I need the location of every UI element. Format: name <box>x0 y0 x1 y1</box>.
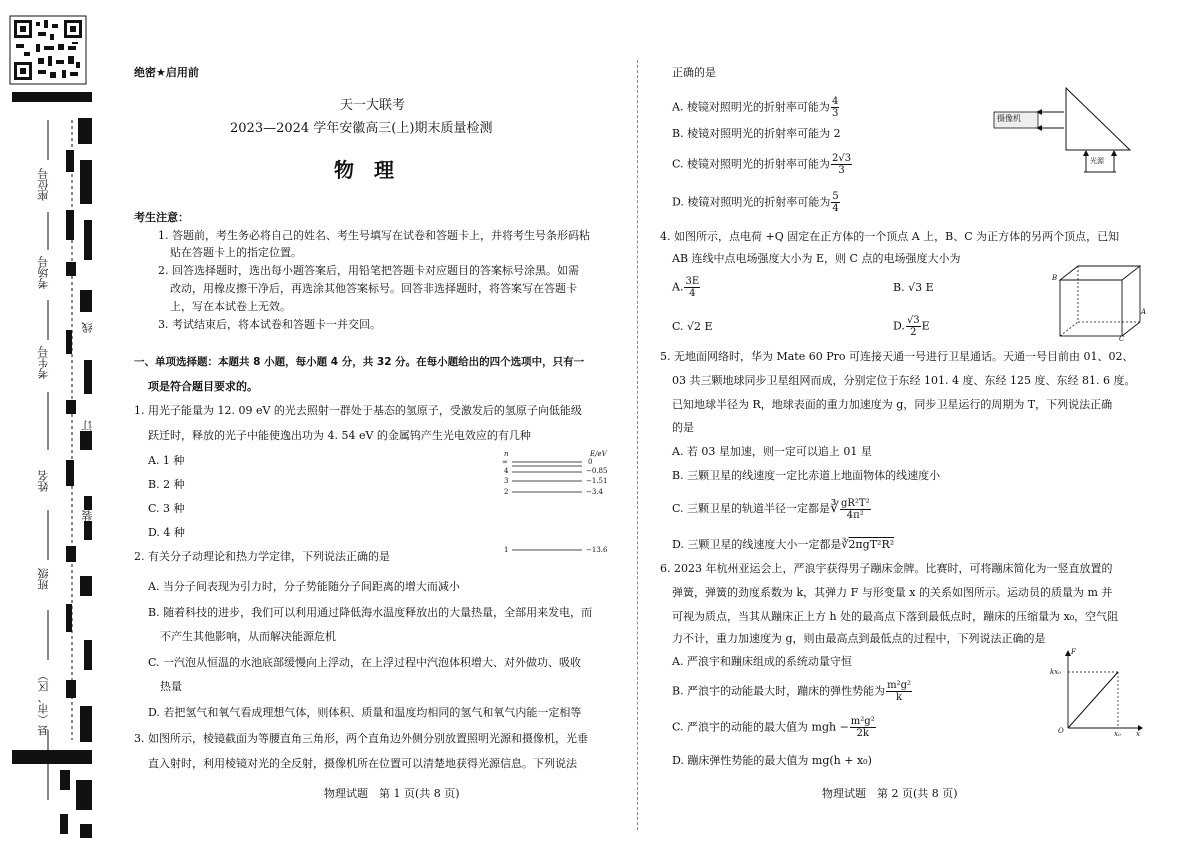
q6-option-c-den: 2k <box>856 728 869 739</box>
class-label: 班级 <box>37 568 50 590</box>
q1-option-c: C. 3 种 <box>148 502 185 515</box>
q2-stem: 2. 有关分子动理论和热力学定律，下列说法正确的是 <box>134 550 390 563</box>
q2-option-b: B. 随着科技的进步，我们可以利用通过降低海水温度释放出的大量热量，全部用来发电，而 <box>148 606 593 619</box>
q5-option-d <box>672 538 894 552</box>
q3-option-d <box>672 191 841 214</box>
q1-option-d: D. 4 种 <box>148 526 185 539</box>
q3-option-d-fraction <box>831 191 839 214</box>
barcode-bars <box>60 150 92 838</box>
level-1: 1 <box>504 546 509 554</box>
energy-1: −13.6 <box>586 546 608 554</box>
q4-option-a-num: 3E <box>685 276 700 287</box>
q1-stem: 1. 用光子能量为 12. 09 eV 的光去照射一群处于基态的氢原子，受激发后的氢原子向低能级 <box>134 404 582 417</box>
level-4: 4 <box>504 467 509 475</box>
graph-x0-label: x₀ <box>1114 730 1121 738</box>
q4-option-d-fraction <box>906 315 921 338</box>
q3-stem-cont: 正确的是 <box>672 66 716 79</box>
q6-option-b-text: B. 严浪宇的动能最大时，蹦床的弹性势能为 <box>672 684 886 698</box>
q6-option-c-num: m²g² <box>850 716 875 727</box>
q5-option-b: B. 三颗卫星的线速度一定比赤道上地面物体的线速度小 <box>672 469 941 482</box>
graph-kx0-label: kx₀ <box>1050 668 1061 676</box>
exam-title: 2023—2024 学年安徽高三(上)期末质量检测 <box>230 121 493 136</box>
q2-option-c: C. 一汽泡从恒温的水池底部缓慢向上浮动，在上浮过程中汽泡体积增大、对外做功、吸收 <box>148 656 582 669</box>
cube-label-c: C <box>1119 335 1125 343</box>
q6-option-b-fraction <box>886 680 912 703</box>
prism-shape <box>990 84 1140 180</box>
q4-option-d-suffix: E <box>921 319 930 333</box>
q6-option-d: D. 蹦床弹性势能的最大值为 mg(h + x₀) <box>672 754 872 767</box>
energy-axis-label: E/eV <box>590 450 607 458</box>
cube-shape <box>1050 262 1146 344</box>
level-2: 2 <box>504 488 509 496</box>
q3-option-a-text: A. 棱镜对照明光的折射率可能为 <box>672 100 830 114</box>
section1-heading: 一、单项选择题：本题共 8 小题，每小题 4 分，共 32 分。在每小题给出的四个选项中，只有一 <box>134 356 585 368</box>
cube-diagram <box>1050 262 1146 344</box>
cube-label-a: A <box>1141 308 1147 316</box>
q2-option-c-2: 热量 <box>160 680 182 693</box>
q3-option-c-text: C. 棱镜对照明光的折射率可能为 <box>672 157 831 171</box>
force-deformation-graph <box>1050 648 1145 740</box>
binding-staple-label: 订 <box>81 420 94 431</box>
q5-stem: 5. 无地面网络时，华为 Mate 60 Pro 可连接天通一号进行卫星通话。天通一号目前由 01、02、 <box>660 350 1134 363</box>
county-label: 县（市、区） <box>37 670 50 736</box>
name-label: 姓名 <box>37 470 50 492</box>
q1-option-a: A. 1 种 <box>148 454 185 467</box>
q4-stem-2: AB 连线中点电场强度大小为 E，则 C 点的电场强度大小为 <box>672 252 961 265</box>
level-inf: ∞ <box>502 458 508 466</box>
prism-diagram <box>990 84 1140 180</box>
subject-title: 物 理 <box>334 158 394 182</box>
level-3: 3 <box>504 477 509 485</box>
note-1b: 贴在答题卡上的指定位置。 <box>170 246 302 259</box>
q3-stem: 3. 如图所示，棱镜截面为等腰直角三角形，两个直角边外侧分别放置照明光源和摄像机，光垂 <box>134 732 588 745</box>
q3-option-d-num: 5 <box>832 191 839 202</box>
page-divider <box>637 60 638 830</box>
page-2-footer: 物理试题 第 2 页(共 8 页) <box>822 787 958 800</box>
note-2: 2. 回答选择题时，选出每小题答案后，用铅笔把答题卡对应题目的答案标号涂黑。如需 <box>158 264 579 277</box>
secret-mark: 绝密★启用前 <box>134 66 199 79</box>
q5-stem-2: 03 共三颗地球同步卫星组网而成，分别定位于东经 101. 4 度、东经 125 度、东经 81. 6 度。 <box>672 374 1136 387</box>
q4-option-d-den: 2 <box>910 327 917 338</box>
q6-stem-3: 可视为质点，当其从蹦床正上方 h 处的最高点下落到最低点时，蹦床的压缩量为 x₀，空气阻 <box>672 610 1119 623</box>
q3-option-d-den: 4 <box>832 203 839 214</box>
q5-option-c-fraction <box>840 498 871 521</box>
q5-option-d-text: D. 三颗卫星的线速度大小一定都是 <box>672 538 842 551</box>
note-2c: 上，写在本试卷上无效。 <box>170 300 291 313</box>
q6-option-b-den: k <box>896 692 903 703</box>
q5-option-c-den: 4π² <box>846 509 864 521</box>
q5-stem-4: 的是 <box>672 421 694 434</box>
q3-option-c <box>672 153 853 176</box>
binding-line-label: 线 <box>81 322 94 333</box>
energy-3: −1.51 <box>586 477 608 485</box>
q4-option-b: B. √3 E <box>893 281 934 294</box>
energy-4: −0.85 <box>586 467 608 475</box>
q3-option-c-den: 3 <box>838 165 845 176</box>
q5-option-a: A. 若 03 星加速，则一定可以追上 01 星 <box>672 445 872 458</box>
q2-option-d: D. 若把氢气和氧气看成理想气体，则体积、质量和温度均相同的氢气和氧气内能一定相等 <box>148 706 582 719</box>
binding-strip <box>0 0 100 848</box>
q3-option-a-num: 4 <box>831 96 839 107</box>
q1-stem-2: 跃迁时，释放的光子中能使逸出功为 4. 54 eV 的金属钨产生光电效应的有几种 <box>148 429 531 442</box>
seat-number-label: 座位号 <box>37 168 50 201</box>
cube-label-b: B <box>1052 274 1058 282</box>
q4-option-d-prefix: D. <box>893 319 905 333</box>
camera-label: 摄像机 <box>997 114 1021 123</box>
q6-option-c <box>672 716 877 739</box>
q5-option-c-text: C. 三颗卫星的轨道半径一定都是 <box>672 502 831 515</box>
q2-option-b-2: 不产生其他影响，从而解决能源危机 <box>160 630 336 643</box>
force-graph-axes <box>1050 648 1145 740</box>
note-3: 3. 考试结束后，将本试卷和答题卡一并交回。 <box>158 318 381 331</box>
note-2b: 改动，用橡皮擦干净后，再选涂其他答案标号。回答非选择题时，将答案写在答题卡 <box>170 282 577 295</box>
q3-option-d-text: D. 棱镜对照明光的折射率可能为 <box>672 195 831 209</box>
q2-option-a: A. 当分子间表现为引力时，分子势能随分子间距离的增大而减小 <box>148 580 460 593</box>
q4-option-a-den: 4 <box>689 288 696 299</box>
q6-stem-2: 弹簧，弹簧的劲度系数为 k，其弹力 F 与形变量 x 的关系如图所示。运动员的质量为 m 并 <box>672 586 1113 599</box>
q6-stem: 6. 2023 年杭州亚运会上，严浪宇获得男子蹦床金牌。比赛时，可将蹦床简化为一竖直放置的 <box>660 562 1113 575</box>
q6-option-b <box>672 680 913 703</box>
energy-0: 0 <box>588 458 593 466</box>
q3-option-c-num: 2√3 <box>832 153 852 164</box>
qr-code <box>10 16 86 84</box>
q5-option-c-num: gR²T² <box>840 497 870 509</box>
exam-org: 天一大联考 <box>340 98 406 113</box>
q6-option-c-text: C. 严浪宇的动能的最大值为 mgh − <box>672 720 849 734</box>
q5-option-c <box>672 496 872 521</box>
q5-option-d-expr: 2πgT²R² <box>848 538 895 551</box>
q3-option-a-den: 3 <box>831 108 839 119</box>
section1-heading-2: 项是符合题目要求的。 <box>148 380 258 393</box>
q5-stem-3: 已知地球半径为 R，地球表面的重力加速度为 g，同步卫星运行的周期为 T，下列说法正确 <box>672 398 1113 411</box>
q4-option-a-prefix: A. <box>672 280 684 294</box>
q3-option-b: B. 棱镜对照明光的折射率可能为 2 <box>672 127 841 140</box>
q6-option-b-num: m²g² <box>887 680 911 691</box>
n-axis-label: n <box>504 450 509 458</box>
q3-option-c-fraction <box>831 153 852 176</box>
graph-x-label: x <box>1136 730 1140 738</box>
graph-f-label: F <box>1071 648 1076 656</box>
q3-option-a <box>672 96 840 119</box>
q4-option-a <box>672 276 701 299</box>
q4-stem: 4. 如图所示，点电荷 +Q 固定在正方体的一个顶点 A 上，B、C 为正方体的另两个顶点，已知 <box>660 230 1120 243</box>
radical-sign-icon: ∛ <box>830 500 839 516</box>
binding-bind-label: 装 <box>81 510 94 521</box>
notes-title: 考生注意： <box>134 211 189 224</box>
graph-origin-label: O <box>1058 727 1064 735</box>
q3-option-a-fraction <box>831 96 839 119</box>
energy-2: −3.4 <box>586 488 603 496</box>
energy-level-diagram <box>500 450 620 560</box>
note-1: 1. 答题前，考生务必将自己的姓名、考生号填写在试卷和答题卡上，并将考生号条形码粘 <box>158 229 590 242</box>
q6-option-c-fraction <box>850 716 876 739</box>
light-source-label: 光源 <box>1090 157 1104 165</box>
q4-option-d-num: √3 <box>906 315 920 326</box>
q4-option-a-fraction <box>684 276 700 299</box>
cube-root-icon: ∛ <box>841 538 849 551</box>
q1-option-b: B. 2 种 <box>148 478 185 491</box>
student-number-label: 考生号 <box>37 346 50 379</box>
q6-option-a: A. 严浪宇和蹦床组成的系统动量守恒 <box>672 655 852 668</box>
exam-room-label: 考场号 <box>37 256 50 289</box>
page-1-footer: 物理试题 第 1 页(共 8 页) <box>324 787 460 800</box>
q3-stem-2: 直入射时，利用棱镜对光的全反射，摄像机所在位置可以清楚地获得光源信息。下列说法 <box>148 757 577 770</box>
q4-option-c: C. √2 E <box>672 320 713 333</box>
q6-stem-4: 力不计，重力加速度为 g，则由最高点到最低点的过程中，下列说法正确的是 <box>672 632 1046 645</box>
q4-option-d <box>893 315 930 338</box>
